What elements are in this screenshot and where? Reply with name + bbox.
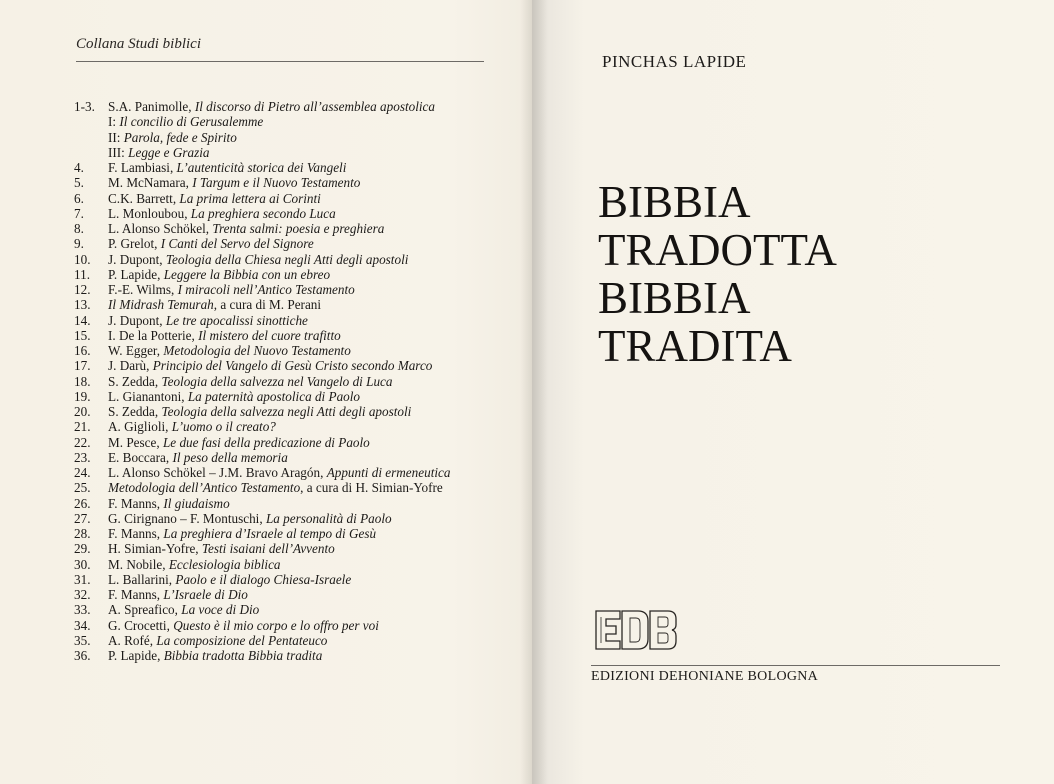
volume-author: A. Rofé,	[108, 632, 157, 648]
volume-number: 30.	[74, 556, 91, 572]
volume-title: Le due fasi della predicazione di Paolo	[162, 434, 370, 450]
volume-number: 12.	[74, 282, 91, 297]
volume-entry	[108, 526, 504, 541]
volume-number: 10.	[74, 251, 91, 267]
list-item	[74, 160, 504, 175]
list-item	[74, 297, 504, 312]
volume-number: 8.	[74, 221, 84, 236]
list-item	[74, 389, 504, 404]
book-author: PINCHAS LAPIDE	[602, 52, 747, 71]
volume-entry	[108, 572, 504, 587]
volume-number: 36.	[74, 648, 91, 663]
volume-number: 19.	[74, 388, 91, 404]
volume-author: W. Egger,	[108, 343, 164, 358]
list-item	[74, 618, 504, 633]
volume-entry	[108, 404, 504, 419]
volume-title: Appunti di ermeneutica	[326, 465, 451, 480]
volume-editor: , a cura di M. Perani	[213, 297, 322, 313]
volume-title: L’uomo o il creato?	[171, 419, 276, 435]
subvolume-title: Parola, fede e Spirito	[123, 129, 237, 145]
volume-title: La preghiera secondo Luca	[190, 205, 336, 221]
volume-title: Ecclesiologia biblica	[168, 556, 281, 572]
volume-entry	[108, 480, 504, 495]
volume-number: 16.	[74, 343, 91, 358]
right-page	[532, 0, 1054, 784]
title-line-1: BIBBIA	[598, 177, 751, 227]
volume-entry	[108, 389, 504, 404]
volume-title: Bibbia tradotta Bibbia tradita	[163, 648, 323, 663]
volume-entry	[108, 252, 504, 267]
volume-author: F. Manns,	[108, 495, 164, 511]
subvolume-title: Il concilio di Gerusalemme	[119, 114, 264, 130]
volume-number: 35.	[74, 632, 91, 648]
volume-title: Il peso della memoria	[172, 449, 288, 465]
volume-author: M. Pesce,	[108, 434, 163, 450]
subvolume-title: Legge e Grazia	[128, 144, 210, 160]
volume-title: Metodologia dell’Antico Testamento	[108, 480, 301, 496]
list-item	[74, 175, 504, 190]
volume-author: I. De la Potterie,	[108, 327, 199, 343]
volume-author: M. Nobile,	[108, 556, 169, 572]
volume-number: 31.	[74, 571, 91, 587]
list-item	[74, 374, 504, 389]
volume-number: 25.	[74, 480, 91, 496]
list-item	[74, 99, 504, 114]
volume-title: La personalità di Paolo	[265, 510, 392, 526]
volume-title: La paternità apostolica di Paolo	[187, 388, 361, 404]
list-item	[74, 511, 504, 526]
volume-title: Il Midrash Temurah	[108, 297, 214, 313]
volume-entry	[108, 419, 504, 434]
volume-number: 11.	[74, 266, 90, 282]
volume-number: 14.	[74, 312, 91, 328]
volume-author: J. Dupont,	[108, 312, 166, 328]
list-item	[74, 435, 504, 450]
volume-author: F. Manns,	[108, 526, 164, 541]
list-item	[74, 450, 504, 465]
volume-entry	[108, 297, 504, 312]
list-item	[74, 343, 504, 358]
volume-entry	[108, 450, 504, 465]
subvolume-label: II:	[108, 129, 124, 145]
volume-number: 7.	[74, 205, 84, 221]
volume-author: J. Darù,	[108, 358, 153, 374]
volume-entry	[108, 496, 504, 511]
volume-number: 32.	[74, 587, 91, 602]
title-line-4: TRADITA	[598, 321, 792, 371]
volume-number: 6.	[74, 190, 84, 206]
volume-entry	[108, 221, 504, 236]
list-item	[74, 404, 504, 419]
volume-title: Paolo e il dialogo Chiesa-Israele	[175, 571, 352, 587]
list-item	[74, 557, 504, 572]
list-item	[74, 633, 504, 648]
volume-title: La prima lettera ai Corinti	[179, 190, 321, 206]
volume-entry	[108, 267, 504, 282]
volume-entry	[108, 587, 504, 602]
list-item	[74, 419, 504, 434]
list-item	[74, 252, 504, 267]
volume-author: S.A. Panimolle,	[108, 99, 195, 114]
publisher-rule	[591, 665, 1000, 666]
volume-number: 33.	[74, 602, 91, 618]
series-rule	[76, 61, 484, 62]
volume-number: 28.	[74, 526, 91, 541]
list-item	[74, 267, 504, 282]
volume-title: Teologia della salvezza negli Atti degli apostoli	[161, 404, 412, 419]
volume-number: 1-3.	[74, 99, 95, 114]
series-title: Collana Studi biblici	[76, 36, 202, 52]
volume-entry	[108, 511, 504, 526]
volume-author: P. Lapide,	[108, 648, 164, 663]
volume-entry	[108, 557, 504, 572]
subvolume-item	[74, 145, 504, 160]
volume-entry	[108, 541, 504, 556]
volume-entry	[108, 465, 504, 480]
volume-entry	[108, 343, 504, 358]
volume-author: C.K. Barrett,	[108, 190, 180, 206]
volume-author: S. Zedda,	[108, 404, 162, 419]
volume-entry	[108, 282, 504, 297]
subvolume-label: I:	[108, 114, 120, 130]
volume-author: L. Monloubou,	[108, 205, 191, 221]
list-item	[74, 526, 504, 541]
volume-number: 13.	[74, 297, 91, 313]
volume-number: 22.	[74, 434, 91, 450]
volume-entry	[108, 648, 504, 663]
list-item	[74, 480, 504, 495]
list-item	[74, 541, 504, 556]
volume-entry	[108, 206, 504, 221]
volume-title: Questo è il mio corpo e lo offro per voi	[173, 617, 379, 633]
volume-number: 24.	[74, 465, 91, 480]
volume-author: L. Alonso Schökel,	[108, 221, 213, 236]
title-line-3: BIBBIA	[598, 273, 751, 323]
volume-number: 26.	[74, 495, 91, 511]
volume-title: Leggere la Bibbia con un ebreo	[163, 266, 331, 282]
volume-number: 18.	[74, 373, 91, 389]
list-item	[74, 648, 504, 663]
volume-author: E. Boccara,	[108, 449, 173, 465]
volume-number: 23.	[74, 449, 91, 465]
volume-entry	[108, 313, 504, 328]
volume-title: Il discorso di Pietro all’assemblea apostolica	[194, 99, 435, 114]
edb-logo-icon	[594, 609, 678, 651]
list-item	[74, 328, 504, 343]
volume-author: A. Giglioli,	[108, 419, 172, 435]
volume-entry	[108, 602, 504, 617]
list-item	[74, 191, 504, 206]
list-item	[74, 587, 504, 602]
volume-author: L. Ballarini,	[108, 571, 176, 587]
volume-title: Teologia della salvezza nel Vangelo di Luca	[161, 373, 393, 389]
volume-author: S. Zedda,	[108, 373, 162, 389]
title-line-2: TRADOTTA	[598, 225, 837, 275]
volume-entry	[108, 99, 504, 114]
volume-title: La preghiera d’Israele al tempo di Gesù	[163, 526, 377, 541]
list-item	[74, 572, 504, 587]
volume-author: F.-E. Wilms,	[108, 282, 178, 297]
volume-author: H. Simian-Yofre,	[108, 541, 202, 557]
volume-title: I Canti del Servo del Signore	[160, 236, 314, 252]
volume-title: La voce di Dio	[181, 602, 260, 618]
list-item	[74, 602, 504, 617]
list-item	[74, 496, 504, 511]
volume-entry	[108, 236, 504, 251]
series-list	[74, 99, 504, 663]
volume-author: P. Lapide,	[108, 266, 164, 282]
subvolume-label: III:	[108, 144, 129, 160]
volume-number: 20.	[74, 404, 91, 419]
volume-author: F. Manns,	[108, 587, 164, 602]
volume-number: 4.	[74, 160, 84, 175]
volume-title: I miracoli nell’Antico Testamento	[177, 282, 355, 297]
volume-author: L. Gianantoni,	[108, 388, 188, 404]
volume-title: Testi isaiani dell’Avvento	[201, 541, 335, 557]
volume-author: J. Dupont,	[108, 251, 166, 267]
volume-author: G. Cirignano – F. Montuschi,	[108, 510, 266, 526]
volume-entry	[108, 435, 504, 450]
book-gutter	[520, 0, 548, 784]
volume-title: Le tre apocalissi sinottiche	[165, 312, 308, 328]
volume-number: 9.	[74, 236, 84, 252]
volume-entry	[108, 633, 504, 648]
volume-entry	[108, 191, 504, 206]
list-item	[74, 465, 504, 480]
volume-number: 17.	[74, 358, 91, 374]
list-item	[74, 206, 504, 221]
volume-author: L. Alonso Schökel – J.M. Bravo Aragón,	[108, 465, 327, 480]
publisher-name: EDIZIONI DEHONIANE BOLOGNA	[591, 669, 819, 684]
volume-title: I Targum e il Nuovo Testamento	[192, 175, 361, 191]
volume-entry	[108, 358, 504, 373]
list-item	[74, 282, 504, 297]
volume-author: P. Grelot,	[108, 236, 161, 252]
volume-entry	[108, 618, 504, 633]
volume-number: 29.	[74, 541, 91, 557]
list-item	[74, 358, 504, 373]
volume-title: Metodologia del Nuovo Testamento	[163, 343, 351, 358]
volume-title: La composizione del Pentateuco	[156, 632, 328, 648]
volume-entry	[108, 160, 504, 175]
volume-title: Il giudaismo	[163, 495, 230, 511]
volume-number: 21.	[74, 419, 91, 435]
volume-author: M. McNamara,	[108, 175, 193, 191]
volume-entry	[108, 328, 504, 343]
volume-number: 15.	[74, 327, 91, 343]
volume-entry	[108, 374, 504, 389]
volume-title: L’Israele di Dio	[163, 587, 248, 602]
volume-entry	[108, 175, 504, 190]
subvolume-item	[74, 130, 504, 145]
subvolume-item	[74, 114, 504, 129]
volume-title: L’autenticità storica dei Vangeli	[176, 160, 347, 175]
list-item	[74, 236, 504, 251]
volume-title: Il mistero del cuore trafitto	[198, 327, 341, 343]
volume-title: Trenta salmi: poesia e preghiera	[212, 221, 385, 236]
volume-title: Teologia della Chiesa negli Atti degli apostoli	[165, 251, 409, 267]
volume-author: F. Lambiasi,	[108, 160, 177, 175]
volume-number: 27.	[74, 510, 91, 526]
volume-title: Principio del Vangelo di Gesù Cristo secondo Marco	[152, 358, 433, 374]
volume-number: 34.	[74, 617, 91, 633]
volume-author: G. Crocetti,	[108, 617, 174, 633]
volume-author: A. Spreafico,	[108, 602, 182, 618]
volume-editor: , a cura di H. Simian-Yofre	[300, 480, 443, 496]
list-item	[74, 221, 504, 236]
volume-number: 5.	[74, 175, 84, 191]
list-item	[74, 313, 504, 328]
book-title	[598, 178, 837, 370]
